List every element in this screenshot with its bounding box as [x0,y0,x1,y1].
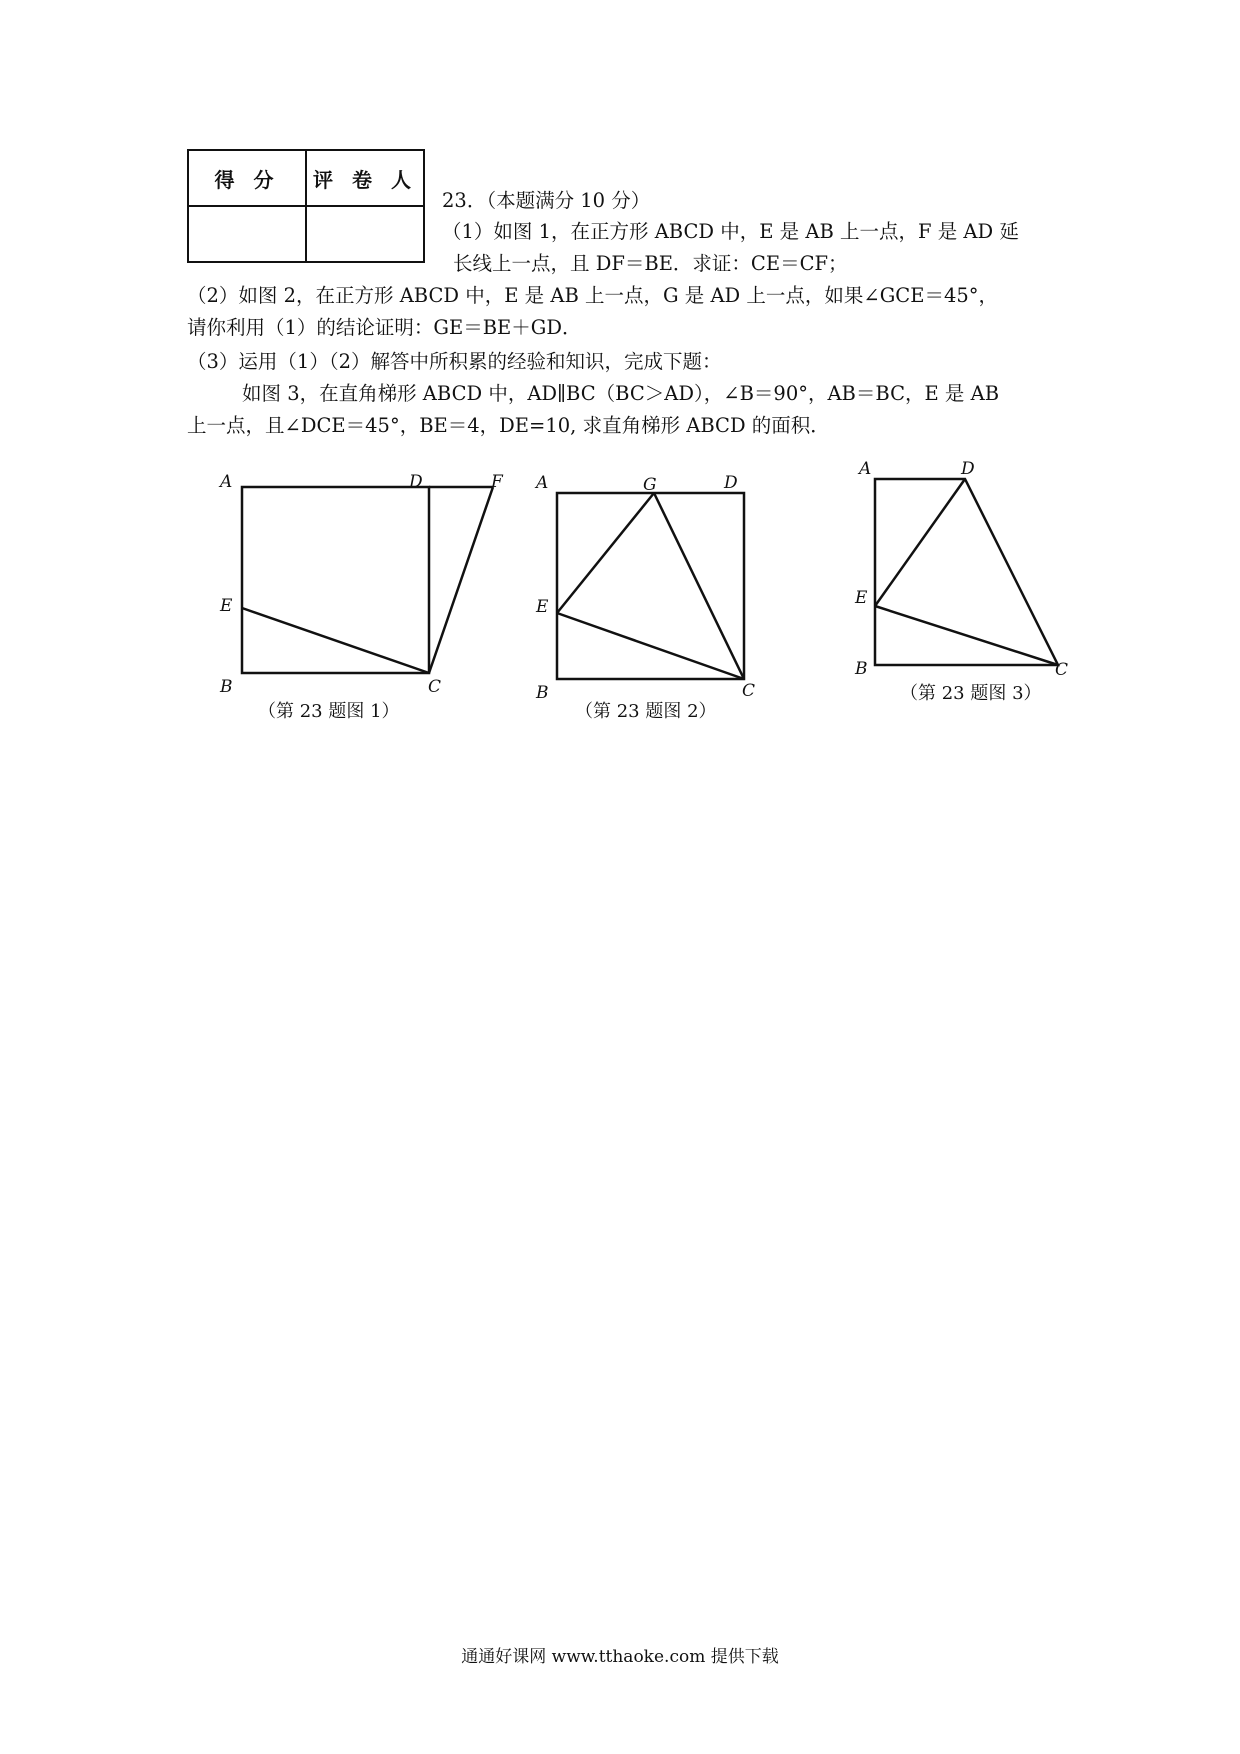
fig1-segment-ce [242,608,429,673]
fig3-label-e: E [855,588,868,608]
fig1-segment-cf [429,487,493,673]
fig2-square [557,493,744,679]
fig3-label-d: D [961,459,975,479]
figure-2-caption: （第 23 题图 2） [575,701,717,722]
fig2-label-e: E [536,597,549,617]
fig3-label-b: B [855,659,868,679]
fig3-trapezoid [875,479,1058,665]
part3-line2: 如图 3，在直角梯形 ABCD 中，AD∥BC（BC＞AD），∠B＝90°，AB＝BC，E 是 AB [242,382,1000,405]
fig3-label-c: C [1055,660,1069,680]
fig2-label-a: A [536,473,549,493]
fig2-label-g: G [643,475,657,495]
fig1-square [242,487,429,673]
part3-line3: 上一点，且∠DCE＝45°，BE＝4，DE=10, 求直角梯形 ABCD 的面积． [187,414,830,437]
problem-heading: 23．（本题满分 10 分） [442,189,651,212]
part1-line2: 长线上一点，且 DF＝BE．求证：CE＝CF； [453,252,848,275]
fig1-label-a: A [220,472,233,492]
grader-header: 评 卷 人 [306,150,424,206]
fig1-label-b: B [220,677,233,697]
fig2-segment-ge [557,493,654,613]
fig2-label-c: C [742,681,756,701]
figure-3-caption: （第 23 题图 3） [900,683,1042,704]
figure-1-caption: （第 23 题图 1） [258,701,400,722]
part2-line1: （2）如图 2，在正方形 ABCD 中，E 是 AB 上一点，G 是 AD 上一点，如果∠GCE＝45°， [187,284,999,307]
part2-line2: 请你利用（1）的结论证明：GE＝BE＋GD． [187,316,582,339]
fig2-label-b: B [536,683,549,703]
figure-1-svg [0,0,1240,760]
fig1-label-c: C [428,677,442,697]
footer-text: 通通好课网 www.tthaoke.com 提供下载 [461,1647,779,1667]
fig1-label-e: E [220,596,233,616]
fig3-segment-ec [875,606,1058,665]
part1-line1: （1）如图 1，在正方形 ABCD 中，E 是 AB 上一点，F 是 AD 延 [442,220,1019,243]
fig2-label-d: D [724,473,738,493]
fig3-label-a: A [859,459,872,479]
score-header: 得 分 [188,150,306,206]
part3-line1: （3）运用（1）（2）解答中所积累的经验和知识，完成下题： [187,350,722,373]
fig1-label-f: F [491,472,503,492]
fig1-label-d: D [409,472,423,492]
fig3-segment-de [875,479,965,606]
